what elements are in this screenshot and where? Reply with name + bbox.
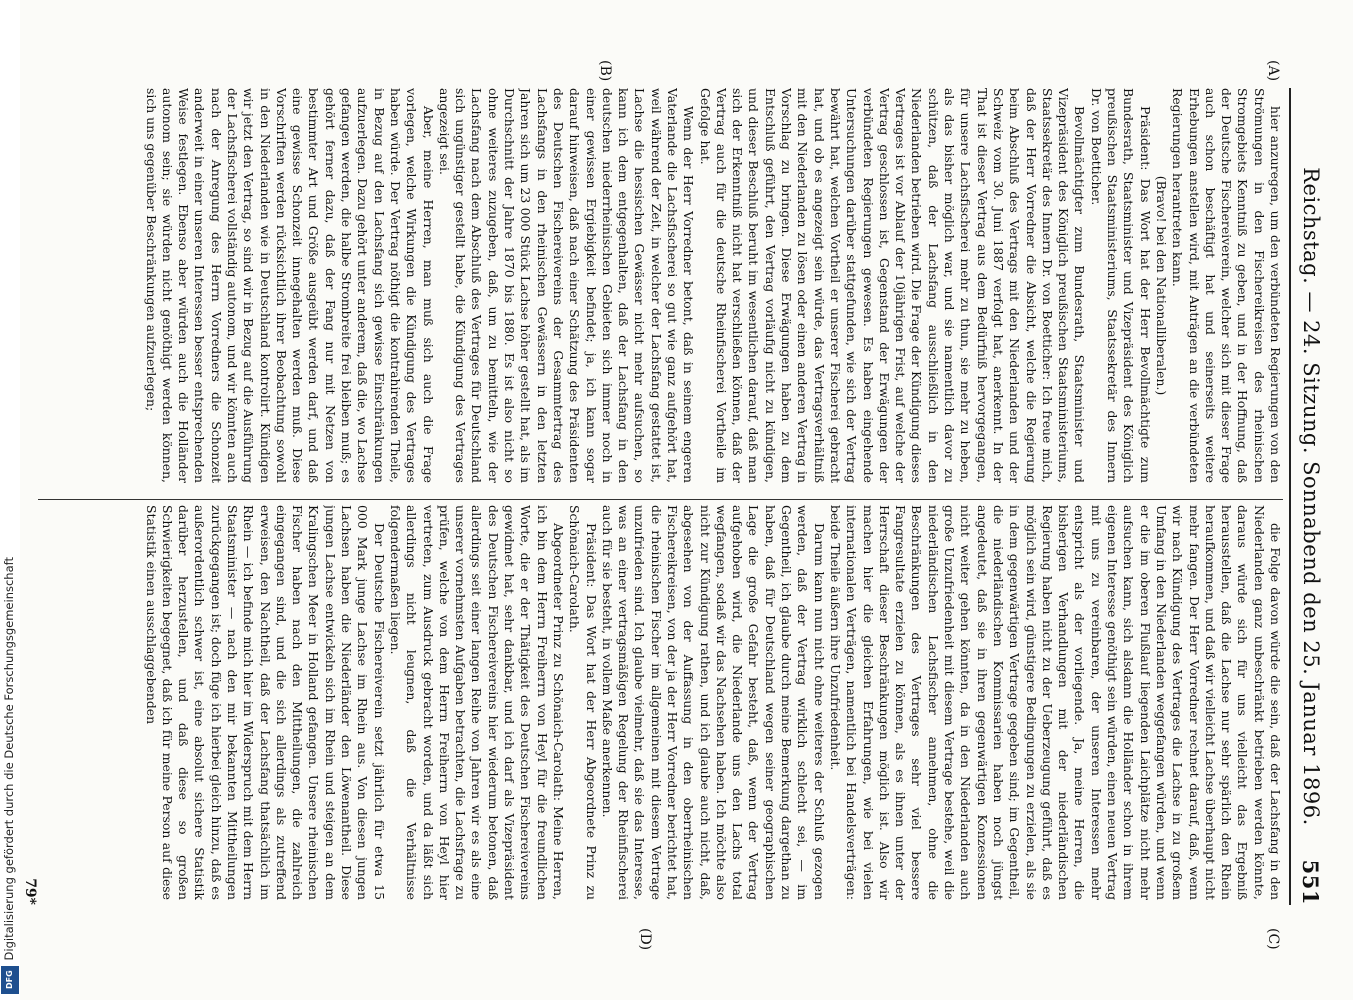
header-rule [1289,88,1291,905]
text-column-left [38,88,1283,483]
header-title: Reichstag. — 24. Sitzung. Sonnabend den 25. Januar 1896. [1299,167,1323,826]
paragraph: Der Deutsche Fischereiverein setzt jährlich für etwa 15 000 Mark junge Lachse im Rhein aus. Von diesen jungen Lachsen haben die Niederländer den Löwenantheil. Diese jungen Lachse entwickeln sich im Rhein und steigen an dem Kralingschen Meer in Holland gefangen. Unsere rheinischen Fischer haben nach den Mittheilungen, die zahlreich eingegangen sind, und die sich allerdings als zutreffend erweisen, den Nachtheil, daß der Lachsfang thatsächlich im Rhein — ich befinde mich hier im Widerspruch mit dem Herrn Staatsminister — nach den mir bekannten Mittheilungen zurückgegangen ist; doch füge ich hierbei gleich hinzu, daß es außerordentlich schwer ist, eine absolut sichere Statistik darüber herzustellen, und daß diese so großen Schwierigkeiten begegnet, daß ich für meine Person auf diese Statistik einen ausschlaggebenden [143,505,387,900]
paragraph: Wenn der Herr Vorredner betont, daß in seinem engeren Vaterlande die Lachsfischerei so gut wie ganz aufgehört hat, weil während der Zeit, in welcher der Lachsfang gestattet ist, Lachse die hessischen Gewässer nicht mehr aufsuchen, so kann ich dem entgegenhalten, daß der Lachsfang in den deutschen niederrheinischen Gebieten sich immer noch in einer gewissen Ergiebigkeit befindet; ja, ich kann sogar darauf hinweisen, daß nach einer Schätzung des Präsidenten des Deutschen Fischereivereins der Gesammtertrag des Lachsfangs in den rheinischen Gewässern in den letzten Jahren sich um 23 000 Stück Lachse höher gestellt hat, als im Durchschnitt der Jahre 1870 bis 1880. Es ist also nicht so ohne weiteres zuzugeben, daß, um zu bemitteln, wie der Lachsfang nach dem Abschluß des Vertrages für Deutschland sich ungünstiger gestellt habe, die Kündigung des Vertrages angezeigt sei. [436,88,697,483]
paragraph: hier anzuregen, um den verbündeten Regierungen von den Strömungen in den Fischereikreisen des rheinischen Stromgebiets Kenntniß zu geben, und in der Hoffnung, daß der Deutsche Fischereiverein, welcher sich mit dieser Frage auch schon beschäftigt hat und seinerseits weitere Erhebungen anstellen wird, mit Anträgen an die verbündeten Regierungen herantreten kann. [1170,88,1283,483]
text-column-right [38,505,1283,900]
dfg-logo: DFG [1,966,19,994]
digitization-note-strip [0,0,20,1000]
paragraph-applause: (Bravo! bei den Nationalliberalen.) [1153,175,1169,396]
margin-mark-c: (C) [1265,928,1281,950]
paragraph: Präsident: Das Wort hat der Herr Abgeordnete Prinz zu Schönaich-Carolath. [567,505,599,900]
paragraph: Präsident: Das Wort hat der Herr Bevollmächtigte zum Bundesrath, Staatsminister und Vizepräsident des Königlich preußischen Staatsministeriums, Staatssekretär des Innern Dr. von Boetticher. [1088,88,1153,483]
paragraph: Bevollmächtigter zum Bundesrath, Staatsminister und Vizepräsident des Königlich preußischen Staatsministeriums, Staatssekretär des Innern Dr. von Boetticher: Ich freue mich, daß der Herr Vorredner die Absicht, welche die Regierung beim Abschluß des Vertrags mit den Niederlanden und der Schweiz vom 30. Juni 1887 verfolgt hat, anerkennt. In der That ist dieser Vertrag aus dem Bedürfniß hervorgegangen, für unsere Lachsfischerei mehr zu thun, sie mehr zu heben, als das bisher möglich war, und sie namentlich davor zu schützen, daß der Lachsfang ausschließlich in den Niederlanden betrieben wird. Die Frage der Kündigung dieses Vertrages ist vor Ablauf der 10jährigen Frist, auf welche der Vertrag geschlossen ist, Gegenstand der Erwägungen der verbündeten Regierungen gewesen. Es haben eingehende Untersuchungen darüber stattgefunden, wie sich der Vertrag bewährt hat, welchen Vortheil er unserer Fischerei gebracht hat, und ob es angezeigt sein würde, das Vertragsverhältniß mit den Niederlanden zu lösen oder einen anderen Vertrag in Vorschlag zu bringen. Diese Erwägungen haben zu dem Entschluß geführt, den Vertrag vorläufig nicht zu kündigen, und dieser Beschluß beruht im wesentlichen darauf, daß man sich der Erkenntniß nicht hat verschließen können, daß der Vertrag auch für die deutsche Rheinfischerei Vortheile im Gefolge hat. [697,88,1088,483]
running-header [1295,88,1323,905]
column-divider [38,499,1283,500]
paragraph: Aber, meine Herren, man muß sich auch die Frage vorlegen, welche Wirkungen die Kündigung des Vertrages haben würde. Der Vertrag nöthigt die kontrahirenden Theile, in Bezug auf den Lachsfang sich gewisse Einschränkungen aufzuerlegen. Dazu gehört unter anderem, daß die, wo Lachse gefangen werden, die halbe Strombreite frei bleiben muß; es gehört ferner dazu, daß der Fang nur mit Netzen von bestimmter Art und Größe ausgeübt werden darf, und daß eine gewisse Schonzeit innegehalten werden muß. Diese Vorschriften werden rücksichtlich ihrer Beobachtung sowohl in den Niederlanden wie in Deutschland kontrolirt. Kündigen wir jetzt den Vertrag, so sind wir in Bezug auf die Ausführung der Lachsfischerei vollständig autonom, und wir könnten auch nach der Anregung des Herrn Vorredners die Schonzeit anderweit in einer unseren Interessen besser entsprechenden Weise festlegen. Ebenso aber würden auch die Holländer autonom sein; sie würden nicht genöthigt werden können, sich uns gegenüber Beschränkungen aufzuerlegen; [143,88,436,483]
page-number: 551 [1298,859,1323,905]
margin-mark-b: (B) [597,60,613,82]
paragraph: Darum kann nun nicht ohne weiteres der Schluß gezogen werden, daß der Vertrag wirklich schlecht sei, — im Gegentheil, ich glaube durch meine Bemerkung dargethan zu haben, daß für Deutschland wegen seiner geographischen Lage die große Gefahr besteht, daß, wenn der Vertrag aufgehoben wird, die Niederlande uns den Lachs total wegfangen, sodaß wir das Nachsehen haben. Ich möchte also nicht zur Kündigung rathen, und ich glaube auch nicht, daß, abgesehen von der Auffassung in den oberrheinischen Fischereikreisen, von der ja der Herr Vorredner berichtet hat, die rheinischen Fischer im allgemeinen mit diesem Vertrage unzufrieden sind. Ich glaube vielmehr, daß sie das Interesse, was an einer vertragsmäßigen Regelung der Rheinfischerei auch für sie besteht, in vollem Maße anerkennen. [599,505,827,900]
paragraph: die Folge davon würde die sein, daß der Lachsfang in den Niederlanden ganz unbeschränkt betrieben werden könnte, daraus würde sich für uns vielleicht das Ergebniß herausstellen, daß die Lachse nur sehr spärlich den Rhein heraufkommen, und daß wir vielleicht Lachse überhaupt nicht mehr fangen. Der Herr Vorredner rechnet darauf, daß, wenn wir nach Kündigung des Vertrages die Lachse in zu großem Umfang in den Niederlanden weggefangen würden, und wenn er die im oberen Flußlauf liegenden Laichplätze nicht mehr aufsuchen kann, sich alsdann die Holländer schon in ihrem eigenen Interesse genöthigt sein würden, einen neuen Vertrag mit uns zu vereinbaren, der unseren Interessen mehr entspricht als der vorliegende. Ja, meine Herren, die bisherigen Verhandlungen mit der niederländischen Regierung haben nicht zu der Ueberzeugung geführt, daß es möglich sein wird, günstigere Bedingungen zu erzielen, als sie in dem gegenwärtigen Vertrage gegeben sind; im Gegentheil, die niederländischen Kommissarien haben noch jüngst angedeutet, daß sie in ihren gegenwärtigen Konzessionen nicht weiter gehen könnten, da in den Niederlanden auch große Unzufriedenheit mit diesem Vertrage bestehe, weil die niederländischen Lachsfischer annehmen, ohne die Beschränkungen des Vertrages sehr viel bessere Fangresultate erzielen zu können, als es ihnen unter der Herrschaft dieser Beschränkungen möglich ist. Also wir machen hier die gleichen Erfahrungen, wie bei vielen internationalen Verträgen, namentlich bei Handelsverträgen: beide Theile äußern ihre Unzufriedenheit. [827,505,1283,900]
paragraph: Abgeordneter Prinz zu Schönaich-Carolath: Meine Herren, ich bin dem Herrn Freiherrn von Heyl für die freundlichen Worte, die er der Thätigkeit des Deutschen Fischereivereins gewidmet hat, sehr dankbar, und ich darf als Vizepräsident des Deutschen Fischereivereins hier wiederum betonen, daß allerdings seit einer langen Reihe von Jahren wir es als eine unserer vornehmsten Aufgaben betrachten, die Lachsfrage zu prüfen, welche von dem Herrn Freiherrn von Heyl hier vertreten, zum Ausdruck gebracht worden, und da läßt sich allerdings nicht leugnen, daß die Verhältnisse folgendermaßen liegen. [387,505,566,900]
digitization-note-text: Digitalisierung gefördert durch die Deutsche Forschungsgemeinschaft [2,556,16,960]
margin-mark-d: (D) [637,928,653,951]
margin-mark-a: (A) [1265,60,1281,82]
signature-mark: 79* [22,878,38,905]
